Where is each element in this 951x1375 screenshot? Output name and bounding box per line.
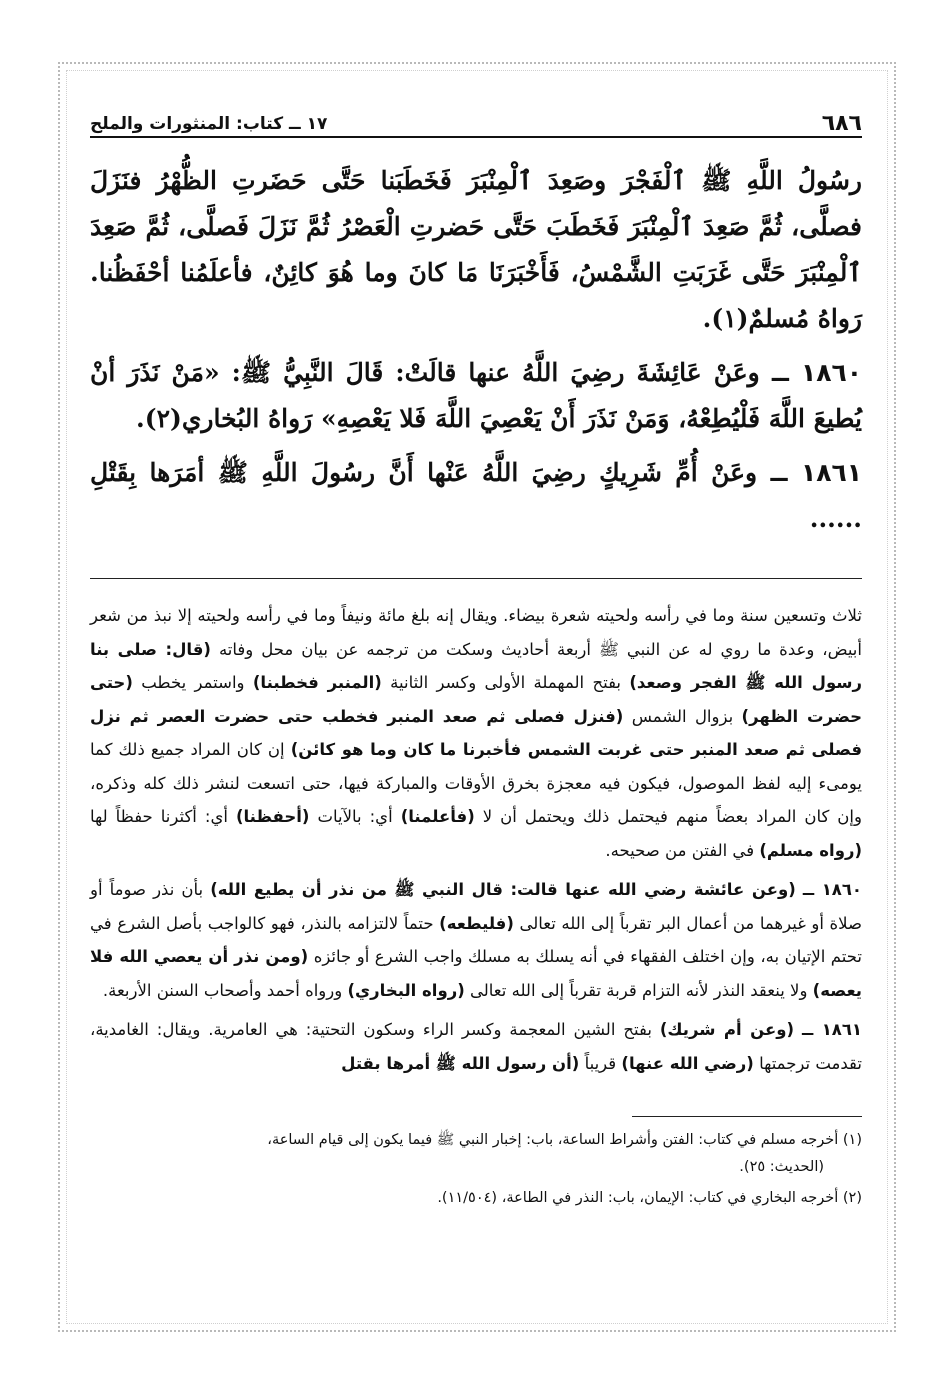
text-commentary-divider: [90, 578, 862, 579]
commentary: [90, 599, 862, 1080]
footnote-1: (١) أخرجه مسلم في كتاب: الفتن وأشراط الساعة، باب: إخبار النبي ﷺ فيما يكون إلى قيام الساعة، (الحديث: ٢٥).: [267, 1132, 862, 1175]
hadith-1860: [90, 350, 862, 442]
running-title: ١٧ ــ كتاب: المنثورات والملح: [90, 114, 328, 134]
hadith-1859-continuation: رسُولُ اللَّهِ ﷺ ٱلْفَجْرَ وصَعِدَ ٱلْمِنْبَرَ فَخَطَبَنا حَتَّى حَضَرتِ الظُّهْرُ فنَزَلَ فصلَّى، ثُمَّ صَعِدَ ٱلْمِنْبَرَ فَخَطَبَ حَتَّى حَضرتِ الْعَصْرُ ثُمَّ نَزَلَ فَصلَّى، ثُمَّ صَعِدَ ٱلْمِنْبَرَ حَتَّى غَرَبَتِ الشَّمْسُ، فَأَخْبَرَنَا مَا كانَ وما هُوَ كائِنٌ، فأعلَمُنا أحْفَظُنا. رَواهُ مُسلمٌ(١).: [90, 166, 862, 333]
hadith-number: ١٨٦٠ ــ: [771, 358, 862, 387]
page-header: [90, 100, 862, 138]
footnote-2: (٢) أخرجه البخاري في كتاب: الإيمان، باب: النذر في الطاعة، (١١/٥٠٤).: [437, 1190, 862, 1206]
footnote-divider: [632, 1116, 862, 1117]
hadith-body: وعَنْ أُمِّ شَرِيكٍ رضِيَ اللَّهُ عَنْها أَنَّ رسُولَ اللَّهِ ﷺ أمَرَها بِقَتْلِ ......: [90, 458, 862, 533]
hadith-number: ١٨٦١ ــ: [770, 458, 862, 487]
page-content: [90, 100, 862, 1216]
page-number: ٦٨٦: [821, 111, 862, 136]
hadith-1861: [90, 450, 862, 542]
hadith-body: وعَنْ عَائِشَةَ رضِيَ اللَّهُ عنها قالَتْ: قَالَ النَّبِيُّ ﷺ: «مَنْ نَذَرَ أنْ يُطيعَ اللَّهَ فَلْيُطِعْهُ، وَمَنْ نَذَرَ أَنْ يَعْصِيَ اللَّهَ فَلا يَعْصِهِ» رَواهُ البُخاري(٢).: [90, 358, 862, 433]
hadith-text: [90, 158, 862, 542]
commentary-paragraph: ١٨٦٠ ــ (وعن عائشة رضي الله عنها قالت: قال النبي ﷺ من نذر أن يطيع الله) بأن نذر صوماً أو صلاة أو غيرهما من أعمال البر تقرباً إلى الله تعالى (فليطعه) حتماً لالتزامه بالنذر، فهو كالواجب بأصل الشرع في تحتم الإتيان به، وإن اختلف الفقهاء في أنه يسلك به مسلك واجب الشرع أو جائزه (ومن نذر أن يعصي الله فلا يعصه) ولا ينعقد النذر لأنه التزام قربة تقرباً إلى الله تعالى (رواه البخاري) ورواه أحمد وأصحاب السنن الأربعة.: [90, 880, 863, 1000]
commentary-paragraph: ثلاث وتسعين سنة وما في رأسه ولحيته شعرة بيضاء. ويقال إنه بلغ مائة ونيفاً وما في رأسه ولحيته إلا نبذ من شعر أبيض، وعدة ما روي له عن النبي ﷺ أربعة أحاديث وسكت من ترجمه عن بيان محل وفاته (قال: صلى بنا رسول الله ﷺ الفجر وصعد) بفتح المهملة الأولى وكسر الثانية (المنبر فخطبنا) واستمر يخطب (حتى حضرت الظهر) بزوال الشمس (فنزل فصلى ثم صعد المنبر فخطب حتى حضرت العصر ثم نزل فصلى ثم صعد المنبر حتى غربت الشمس فأخبرنا ما كان وما هو كائن) إن كان المراد جميع ذلك كما يومىء إليه لفظ الموصول، فيكون فيه معجزة بخرق الأوقات والمباركة فيها، حتى اتسعت لنشر ذلك كله وذكره، وإن كان المراد بعضاً منهم فيحتمل ذلك ويحتمل أن لا (فأعلمنا) أي: بالآيات (أحفظنا) أي: أكثرنا حفظاً لها (رواه مسلم) في الفتن من صحيحه.: [90, 606, 863, 860]
footnotes: [90, 1127, 862, 1212]
commentary-paragraph: ١٨٦١ ــ (وعن أم شريك) بفتح الشين المعجمة وكسر الراء وسكون التحتية: هي العامرية. ويقال: الغامدية، تقدمت ترجمتها (رضي الله عنها) قريباً (أن رسول الله ﷺ أمرها بقتل: [90, 1020, 863, 1073]
